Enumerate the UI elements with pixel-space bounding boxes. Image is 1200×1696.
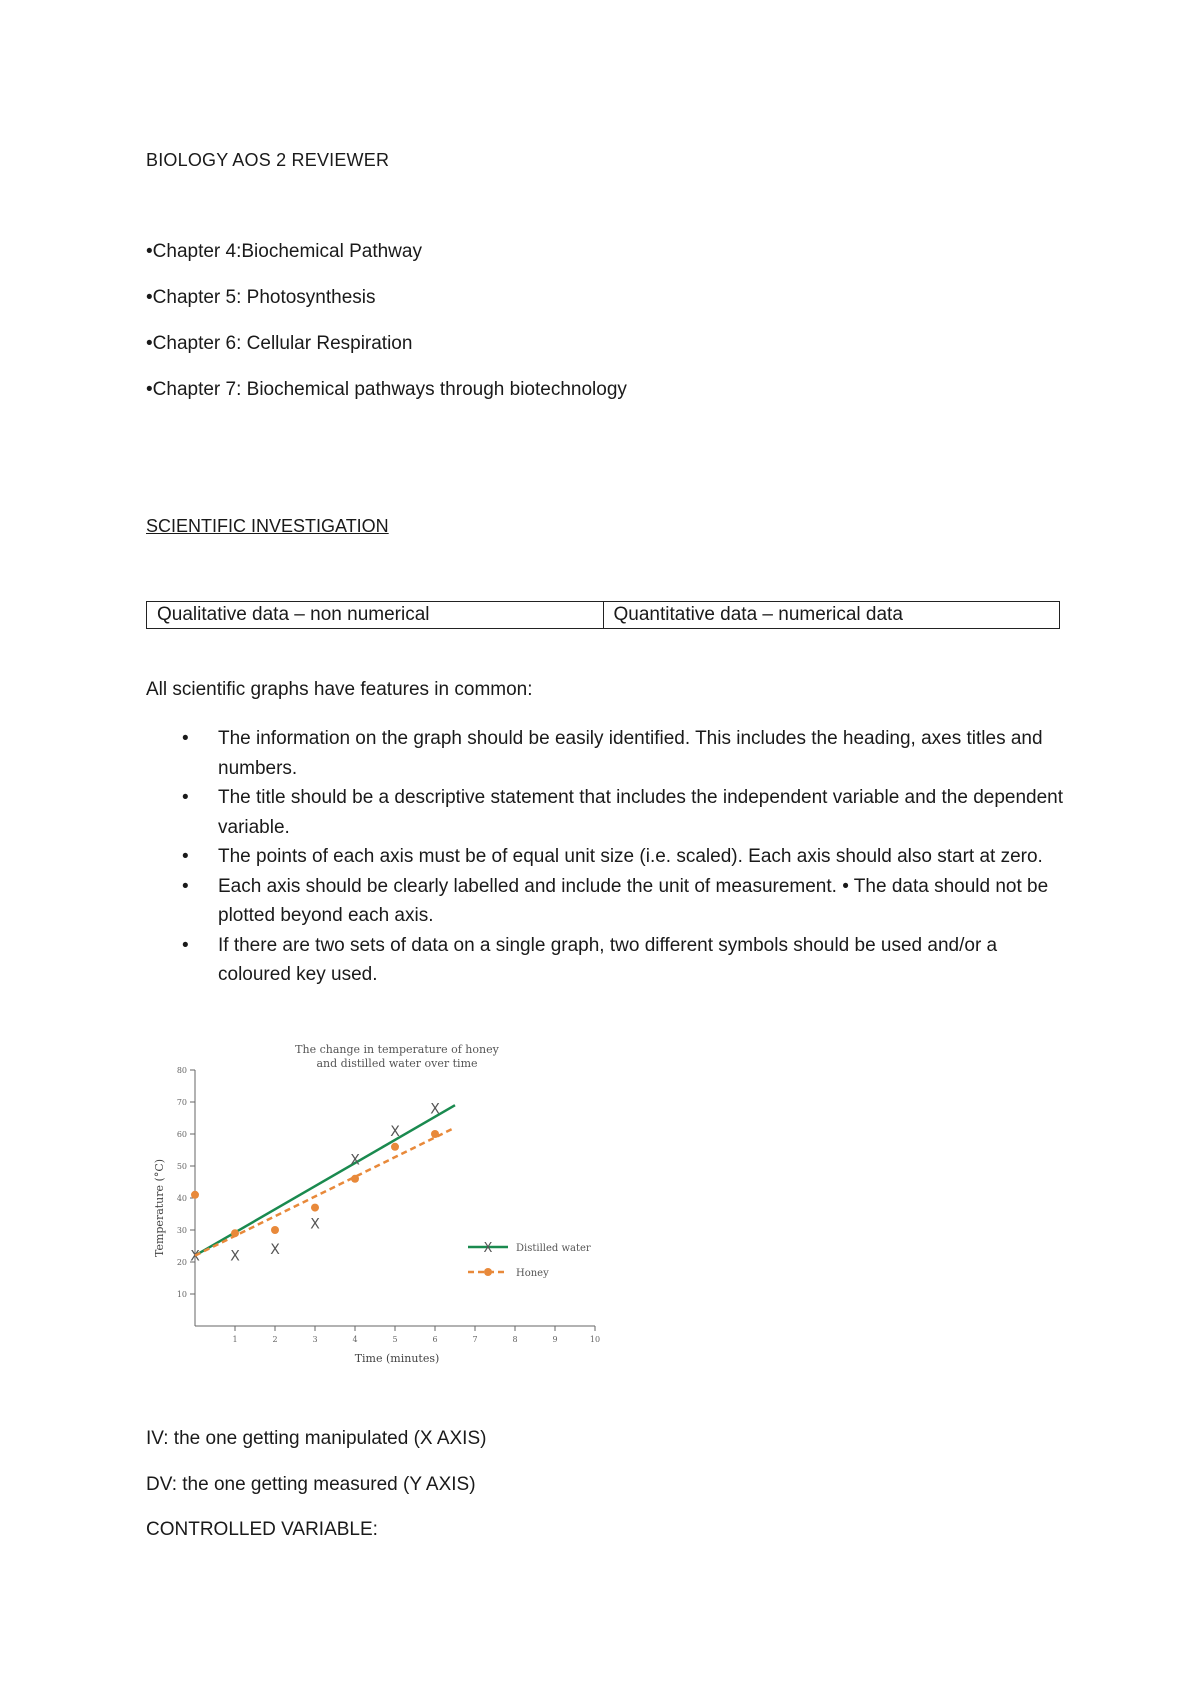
y-tick-label: 50 xyxy=(176,1162,187,1171)
legend-marker xyxy=(484,1268,492,1276)
legend-marker: X xyxy=(483,1241,493,1256)
x-tick-label: 3 xyxy=(312,1335,318,1344)
y-axis-label: Temperature (°C) xyxy=(153,1158,166,1258)
chart-title: and distilled water over time xyxy=(316,1057,478,1070)
feature-list xyxy=(182,724,1068,990)
data-point: X xyxy=(190,1248,200,1265)
independent-variable-note: IV: the one getting manipulated (X AXIS) xyxy=(146,1428,487,1449)
y-tick-label: 60 xyxy=(176,1130,187,1139)
document-title: BIOLOGY AOS 2 REVIEWER xyxy=(146,150,390,170)
legend-label: Honey xyxy=(516,1268,549,1279)
y-tick-label: 10 xyxy=(176,1290,187,1299)
chapter-item: •Chapter 7: Biochemical pathways through biotechnology xyxy=(146,379,627,400)
y-tick-label: 80 xyxy=(176,1066,187,1075)
data-point xyxy=(431,1130,439,1138)
feature-text: The points of each axis must be of equal unit size (i.e. scaled). Each axis should also start at zero. xyxy=(218,846,1043,867)
feature-text: The information on the graph should be easily identified. This includes the heading, axes titles and numbers. xyxy=(218,728,1043,779)
y-tick-label: 20 xyxy=(176,1258,187,1267)
list-item xyxy=(182,872,1068,931)
x-tick-label: 5 xyxy=(392,1335,398,1344)
graph-intro: All scientific graphs have features in common: xyxy=(146,679,533,700)
data-point xyxy=(191,1191,199,1199)
data-point: X xyxy=(230,1248,240,1265)
bullet-icon: • xyxy=(182,728,189,749)
data-point xyxy=(231,1229,239,1237)
data-point xyxy=(351,1175,359,1183)
x-tick-label: 2 xyxy=(272,1335,278,1344)
x-tick-label: 9 xyxy=(552,1335,558,1344)
x-tick-label: 4 xyxy=(352,1335,358,1344)
bullet-icon: • xyxy=(182,934,189,956)
feature-text: The title should be a descriptive statement that includes the independent variable and the dependent variable. xyxy=(218,787,1064,838)
data-point: X xyxy=(390,1123,400,1140)
bullet-icon: • xyxy=(182,846,189,867)
chapter-item: •Chapter 5: Photosynthesis xyxy=(146,287,376,308)
quantitative-cell: Quantitative data – numerical data xyxy=(603,602,1060,629)
dependent-variable-note: DV: the one getting measured (Y AXIS) xyxy=(146,1474,476,1495)
x-tick-label: 8 xyxy=(512,1335,518,1344)
data-point: X xyxy=(310,1216,320,1233)
x-tick-label: 7 xyxy=(472,1335,478,1344)
controlled-variable-note: CONTROLLED VARIABLE: xyxy=(146,1519,378,1540)
data-point xyxy=(311,1204,319,1212)
legend-label: Distilled water xyxy=(516,1243,591,1254)
chapter-list xyxy=(146,240,627,424)
bullet-icon: • xyxy=(182,787,189,808)
data-types-table xyxy=(146,601,1060,629)
chapter-item: •Chapter 4:Biochemical Pathway xyxy=(146,241,422,262)
list-item xyxy=(182,842,1068,872)
y-tick-label: 30 xyxy=(176,1226,187,1235)
bullet-icon: • xyxy=(182,875,189,897)
data-point: X xyxy=(350,1152,360,1169)
data-point xyxy=(271,1226,279,1234)
x-tick-label: 10 xyxy=(589,1335,601,1344)
data-point: X xyxy=(270,1242,280,1259)
section-heading: SCIENTIFIC INVESTIGATION xyxy=(146,516,389,536)
list-item xyxy=(182,931,1068,990)
table-row xyxy=(147,602,1060,629)
list-item xyxy=(182,724,1068,783)
qualitative-cell: Qualitative data – non numerical xyxy=(147,602,604,629)
feature-text: If there are two sets of data on a single graph, two different symbols should be used and/or a coloured key used. xyxy=(218,934,998,985)
data-point xyxy=(391,1143,399,1151)
data-point: X xyxy=(430,1101,440,1118)
chapter-item: •Chapter 6: Cellular Respiration xyxy=(146,333,413,354)
y-tick-label: 70 xyxy=(176,1098,187,1107)
y-tick-label: 40 xyxy=(176,1194,187,1203)
chart-title: The change in temperature of honey xyxy=(295,1043,499,1056)
list-item xyxy=(182,783,1068,842)
chart-svg xyxy=(150,1040,610,1370)
x-tick-label: 6 xyxy=(432,1335,438,1344)
x-tick-label: 1 xyxy=(232,1335,238,1344)
feature-text: Each axis should be clearly labelled and include the unit of measurement. • The data should not be plotted beyond each axis. xyxy=(218,875,1049,926)
temperature-chart xyxy=(150,1040,610,1370)
x-axis-label: Time (minutes) xyxy=(354,1352,440,1365)
